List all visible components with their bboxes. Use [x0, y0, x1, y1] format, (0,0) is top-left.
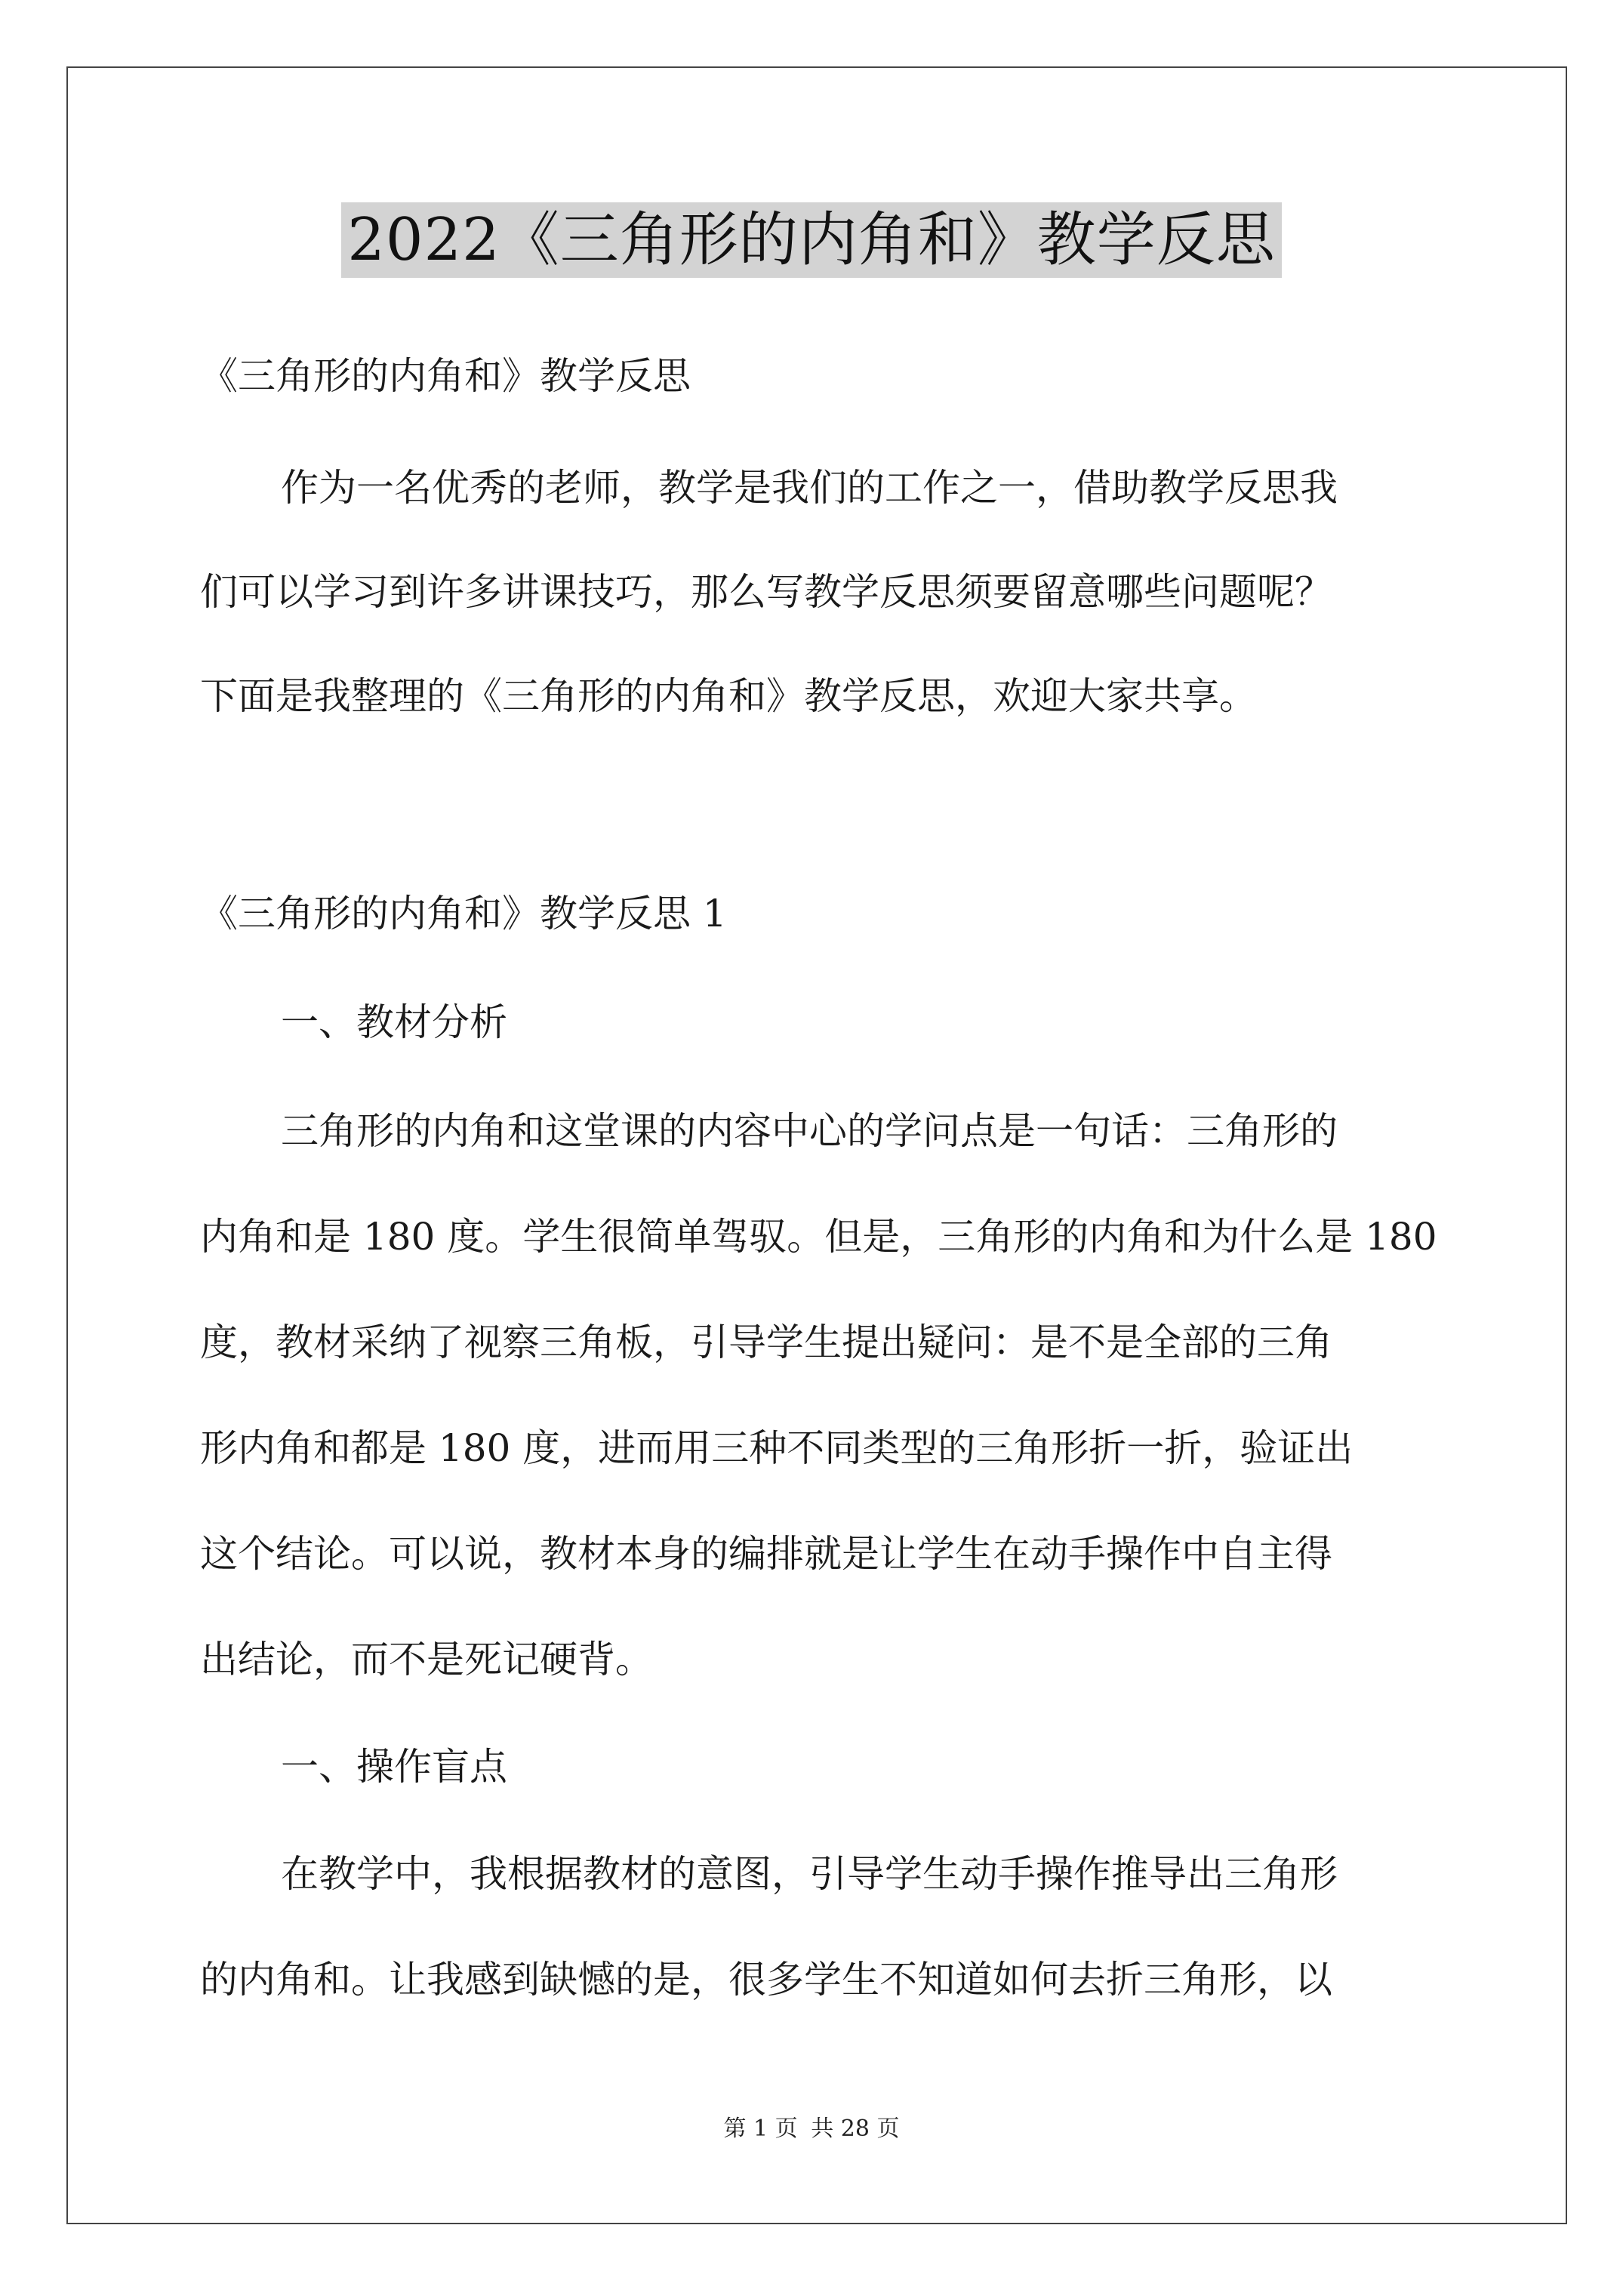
paragraph-line: 这个结论。可以说，教材本身的编排就是让学生在动手操作中自主得 [200, 1532, 1332, 1576]
paragraph-line: 三角形的内角和这堂课的内容中心的学问点是一句话：三角形的 [281, 1109, 1338, 1153]
section-heading: 《三角形的内角和》教学反思 [200, 354, 691, 398]
page-total: 共 28 页 [811, 2116, 900, 2142]
paragraph-line: 的内角和。让我感到缺憾的是，很多学生不知道如何去折三角形，以 [200, 1958, 1332, 2002]
paragraph-line: 度，教材采纳了视察三角板，引导学生提出疑问：是不是全部的三角 [200, 1321, 1332, 1364]
subsection-heading: 一、操作盲点 [281, 1745, 507, 1789]
subsection-heading: 一、教材分析 [281, 1000, 507, 1044]
paragraph-line: 在教学中，我根据教材的意图，引导学生动手操作推导出三角形 [281, 1852, 1338, 1896]
document-title: 2022《三角形的内角和》教学反思 [341, 202, 1282, 278]
paragraph-line: 们可以学习到许多讲课技巧，那么写教学反思须要留意哪些问题呢？ [200, 570, 1332, 614]
paragraph-line: 内角和是 180 度。学生很简单驾驭。但是，三角形的内角和为什么是 180 [200, 1215, 1437, 1259]
page-number: 第 1 页 [723, 2116, 798, 2142]
page-footer [0, 2114, 1623, 2144]
section-heading: 《三角形的内角和》教学反思 1 [200, 892, 727, 935]
paragraph-line: 形内角和都是 180 度，进而用三种不同类型的三角形折一折，验证出 [200, 1426, 1354, 1470]
paragraph-line: 下面是我整理的《三角形的内角和》教学反思，欢迎大家共享。 [200, 674, 1257, 718]
paragraph-line: 作为一名优秀的老师，教学是我们的工作之一，借助教学反思我 [281, 466, 1338, 510]
title-container [0, 202, 1623, 278]
paragraph-line: 出结论，而不是死记硬背。 [200, 1638, 653, 1681]
